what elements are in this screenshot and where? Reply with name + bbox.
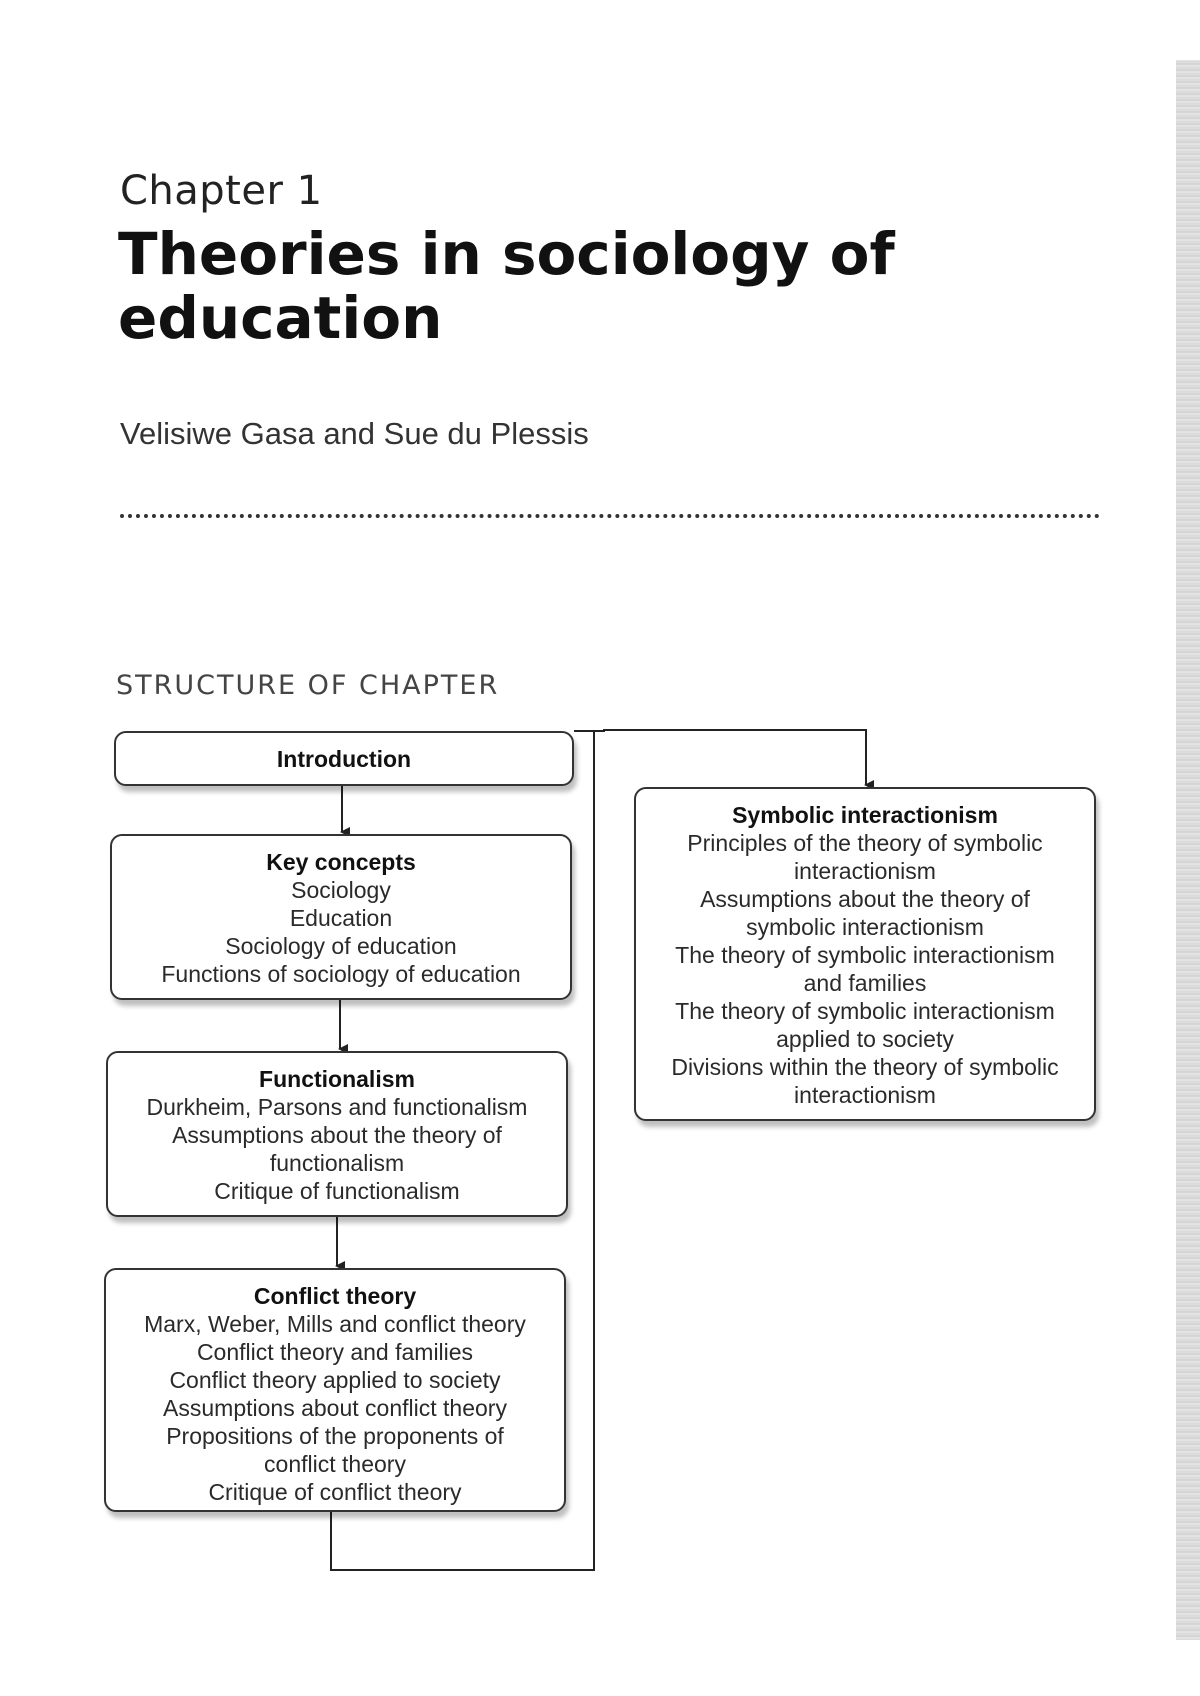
box-item: Conflict theory applied to society [169, 1367, 501, 1393]
flow-box-symbolic-interactionism [634, 787, 1096, 1121]
box-item: Propositions of the proponents of [166, 1423, 504, 1449]
box-item: Functions of sociology of education [161, 961, 521, 987]
box-item: Critique of conflict theory [208, 1479, 462, 1505]
box-item: Marx, Weber, Mills and conflict theory [144, 1311, 526, 1337]
flow-box-key-concepts [110, 834, 572, 1000]
connector-intro-to-symbolic [574, 730, 866, 785]
page-edge-shadow [1176, 60, 1200, 1640]
box-item: applied to society [776, 1026, 954, 1052]
flow-box-introduction [114, 731, 574, 786]
box-item: Sociology of education [225, 933, 457, 959]
flow-box-conflict-theory [104, 1268, 566, 1512]
box-item: Critique of functionalism [214, 1178, 460, 1204]
box-item: Assumptions about the theory of [172, 1122, 502, 1148]
chapter-label: Chapter 1 [120, 168, 323, 214]
box-item: and families [803, 970, 927, 996]
box-item: Divisions within the theory of symbolic [671, 1054, 1059, 1080]
box-item: Principles of the theory of symbolic [687, 830, 1043, 856]
box-item: interactionism [794, 858, 936, 884]
box-title: Symbolic interactionism [732, 802, 998, 828]
box-item: functionalism [269, 1150, 405, 1176]
box-item: Assumptions about conflict theory [163, 1395, 507, 1421]
box-item: The theory of symbolic interactionism [675, 998, 1055, 1024]
box-title: Key concepts [266, 849, 416, 875]
box-item: Durkheim, Parsons and functionalism [146, 1094, 528, 1120]
chapter-title: Theories in sociology of education [118, 220, 895, 352]
structure-heading: STRUCTURE OF CHAPTER [116, 670, 500, 701]
flow-box-functionalism [106, 1051, 568, 1217]
box-item: Conflict theory and families [196, 1339, 474, 1365]
box-title: Introduction [276, 746, 412, 772]
box-title: Conflict theory [253, 1283, 417, 1309]
box-item: interactionism [794, 1082, 936, 1108]
box-item: Assumptions about the theory of [700, 886, 1030, 912]
dotted-divider [120, 514, 1100, 518]
box-title: Functionalism [259, 1066, 415, 1092]
chapter-authors: Velisiwe Gasa and Sue du Plessis [120, 416, 589, 451]
box-item: symbolic interactionism [746, 914, 984, 940]
box-item: Education [289, 905, 393, 931]
box-item: The theory of symbolic interactionism [675, 942, 1055, 968]
box-item: conflict theory [264, 1451, 406, 1477]
box-item: Sociology [291, 877, 391, 903]
